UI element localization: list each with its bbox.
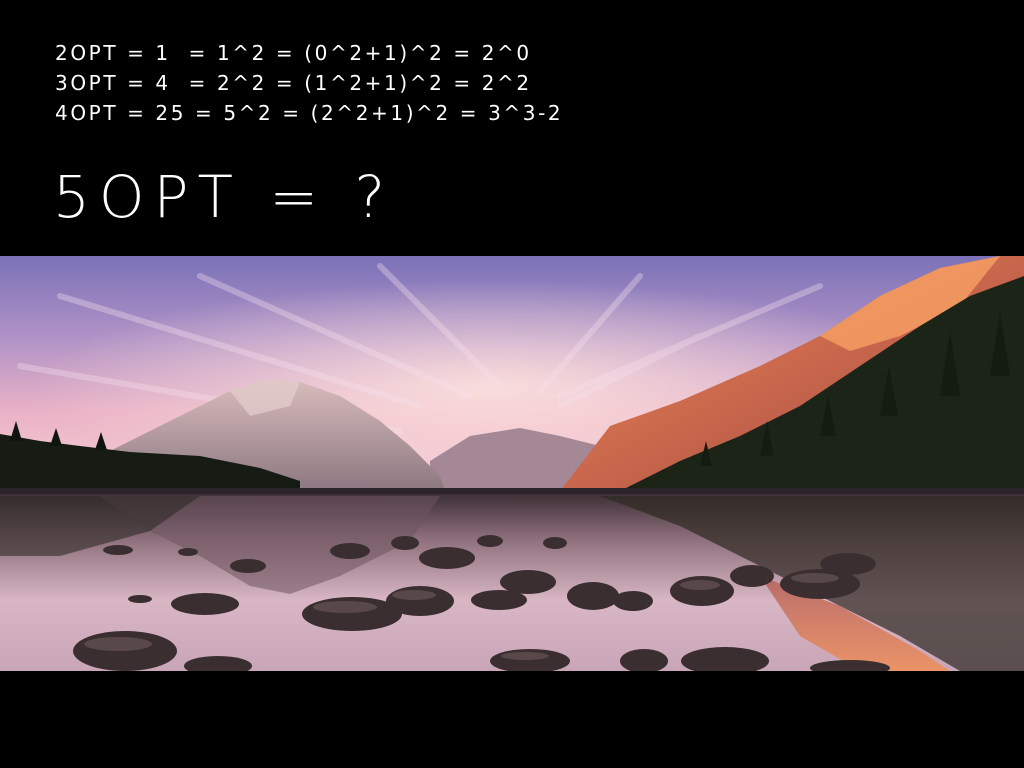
equation-list — [55, 38, 563, 128]
equation-line-4opt: 4OPT = 25 = 5^2 = (2^2+1)^2 = 3^3-2 — [55, 101, 564, 125]
equation-line-3opt: 3OPT = 4 = 2^2 = (1^2+1)^2 = 2^2 — [55, 71, 532, 95]
landscape-photo-icon — [0, 256, 1024, 671]
question-heading: 5OPT = ? — [53, 163, 395, 231]
equation-line-2opt: 2OPT = 1 = 1^2 = (0^2+1)^2 = 2^0 — [55, 41, 532, 65]
